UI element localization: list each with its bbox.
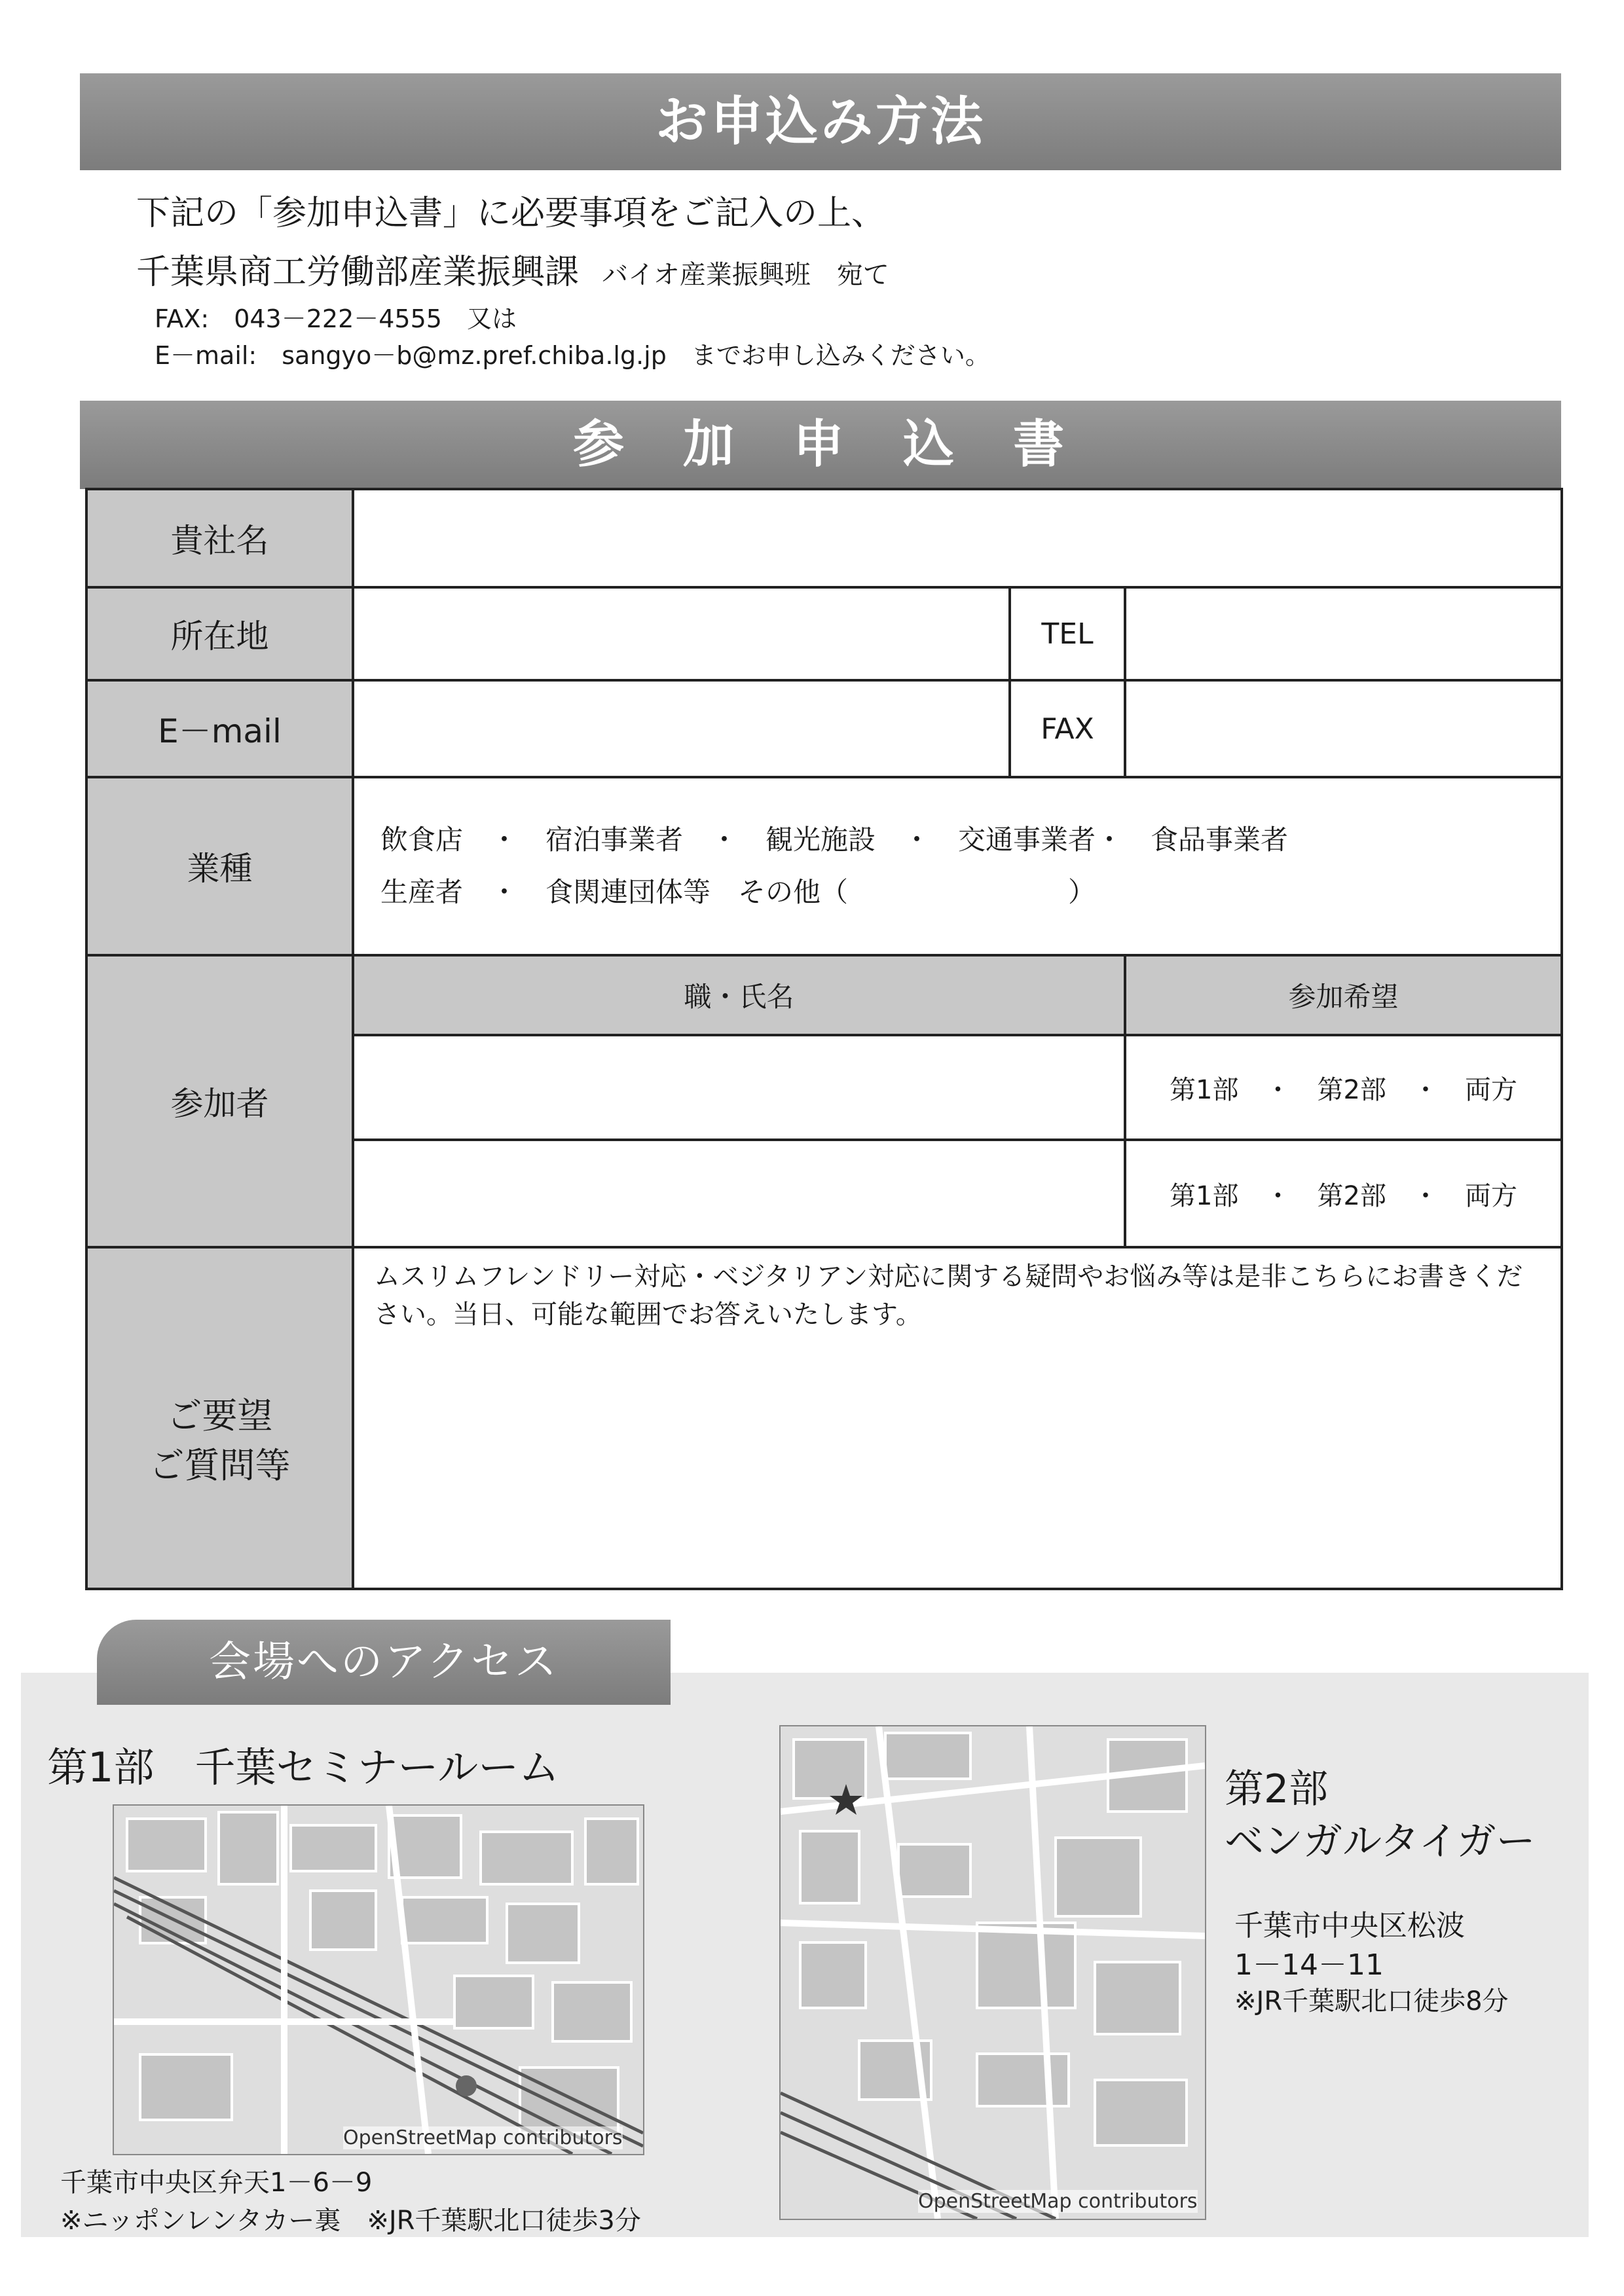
participant-wish[interactable]: 第1部 ・ 第2部 ・ 両方 <box>1125 1035 1562 1140</box>
application-form <box>85 488 1563 1590</box>
venue2-map-credit: OpenStreetMap contributors <box>918 2190 1198 2213</box>
method-heading: お申込み方法 <box>655 91 986 152</box>
venue1-map[interactable] <box>113 1804 644 2155</box>
row-requests <box>86 1247 1562 1589</box>
venue1-address: 千葉市中央区弁天1－6－9 <box>60 2168 373 2198</box>
form-banner <box>80 401 1561 489</box>
row-company <box>86 489 1562 587</box>
method-banner <box>80 73 1561 170</box>
industry-options[interactable] <box>353 777 1562 955</box>
department-team: バイオ産業振興班 宛て <box>602 260 889 290</box>
requests-label-2: ご質問等 <box>149 1445 291 1486</box>
tel-field[interactable] <box>1125 587 1562 680</box>
venue2-map[interactable] <box>779 1725 1206 2220</box>
requests-label <box>86 1247 353 1589</box>
row-participants-header <box>86 955 1562 1035</box>
venue2-title-2: ベンガルタイガー <box>1225 1819 1536 1865</box>
address-field[interactable] <box>353 587 1010 680</box>
name-header: 職・氏名 <box>353 955 1125 1035</box>
form-heading: 参 加 申 込 書 <box>572 415 1068 474</box>
venue1-map-graphic <box>114 1806 643 2154</box>
intro-line-1: 下記の「参加申込書」に必要事項をご記入の上、 <box>136 194 886 233</box>
intro-line-2 <box>136 254 889 291</box>
access-heading: 会場へのアクセス <box>208 1638 559 1686</box>
venue2-title-1: 第2部 <box>1225 1766 1329 1812</box>
industry-line-2: 生産者 ・ 食関連団体等 その他（ ） <box>380 876 1096 908</box>
participant-name-field[interactable] <box>353 1140 1125 1247</box>
row-industry <box>86 777 1562 955</box>
company-field[interactable] <box>353 489 1562 587</box>
row-address <box>86 587 1562 680</box>
tel-label: TEL <box>1010 587 1125 680</box>
industry-label: 業種 <box>86 777 353 955</box>
requests-note: ムスリムフレンドリー対応・ベジタリアン対応に関する疑問やお悩み等は是非こちらにお書きください。当日、可能な範囲でお答えいたします。 <box>374 1262 1523 1330</box>
participants-label: 参加者 <box>86 955 353 1247</box>
fax-label: FAX <box>1010 680 1125 777</box>
wish-header: 参加希望 <box>1125 955 1562 1035</box>
venue1-map-credit: OpenStreetMap contributors <box>343 2126 623 2149</box>
access-banner <box>97 1620 671 1705</box>
email-line: E－mail: sangyo－b@mz.pref.chiba.lg.jp までお申し込みください。 <box>155 341 990 370</box>
venue2-address-1: 千葉市中央区松波 <box>1234 1909 1465 1942</box>
venue2-map-graphic <box>781 1726 1205 2219</box>
row-email <box>86 680 1562 777</box>
venue1-title: 第1部 千葉セミナールーム <box>47 1743 560 1791</box>
department-name: 千葉県商工労働部産業振興課 <box>136 253 580 292</box>
participant-wish[interactable]: 第1部 ・ 第2部 ・ 両方 <box>1125 1140 1562 1247</box>
requests-field[interactable] <box>353 1247 1562 1589</box>
requests-label-1: ご要望 <box>166 1395 273 1436</box>
participant-name-field[interactable] <box>353 1035 1125 1140</box>
email-label: E－mail <box>86 680 353 777</box>
industry-line-1: 飲食店 ・ 宿泊事業者 ・ 観光施設 ・ 交通事業者・ 食品事業者 <box>380 824 1289 856</box>
venue1-note: ※ニッポンレンタカー裏 ※JR千葉駅北口徒歩3分 <box>60 2206 641 2236</box>
address-label: 所在地 <box>86 587 353 680</box>
email-field[interactable] <box>353 680 1010 777</box>
fax-field[interactable] <box>1125 680 1562 777</box>
fax-line: FAX: 043－222－4555 又は <box>155 304 517 333</box>
company-label: 貴社名 <box>86 489 353 587</box>
venue2-note: ※JR千葉駅北口徒歩8分 <box>1234 1986 1509 2016</box>
venue2-address-2: 1－14－11 <box>1234 1948 1384 1982</box>
